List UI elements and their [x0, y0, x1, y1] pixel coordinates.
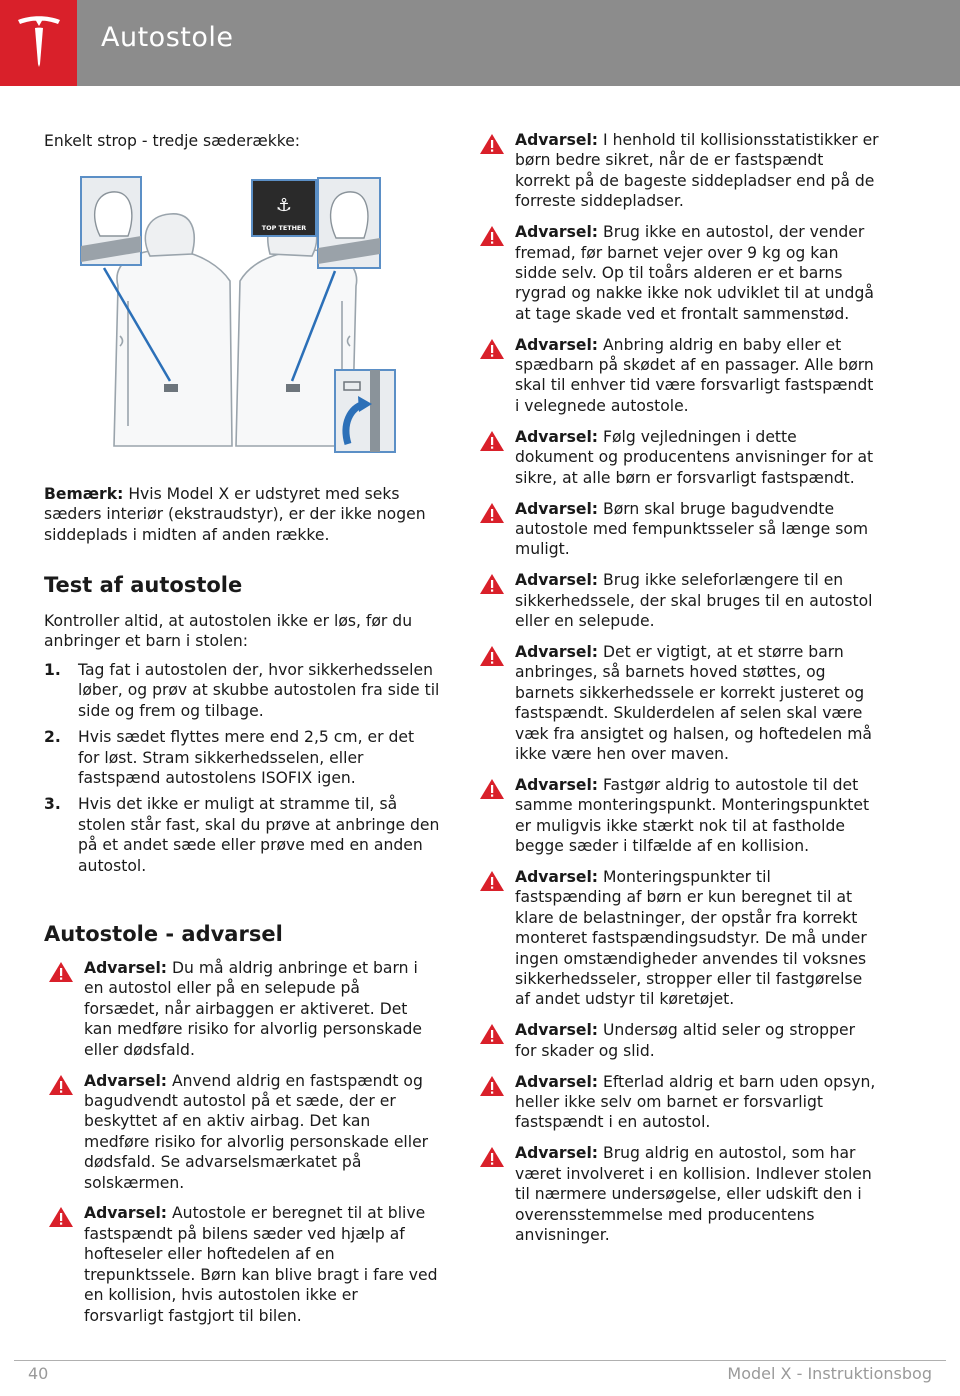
- warning-label: Advarsel:: [515, 571, 599, 590]
- note-text: Hvis Model X er udstyret med seks sæders interiør (ekstraudstyr), er der ikke nogen siddeplads i midten af anden række.: [44, 485, 426, 544]
- warning-icon: [479, 870, 505, 892]
- warning-item: [48, 958, 438, 1060]
- warning-label: Advarsel:: [515, 499, 599, 518]
- warning-text: Brug ikke en autostol, der vender fremad, før barnet vejer over 9 kg og kan sidde selv. Op til toårs alderen er et barns rygrad og nakke ikke nok udviklet til at undgå at tage skade ved et frontalt sammenstød.: [515, 223, 874, 323]
- warning-item: [479, 222, 879, 324]
- warning-icon: [479, 225, 505, 247]
- step-number: 2.: [44, 728, 61, 747]
- warning-text: Anvend aldrig en fastspændt og bagudvendt autostol på et sæde, der er beskyttet af en aktiv airbag. Det kan medføre risiko for alvorlig personskade eller dødsfald. Se advarselsmærkatet på solskærmen.: [84, 1071, 429, 1192]
- heading-test-car-seats: Test af autostole: [44, 573, 243, 597]
- warning-icon: [479, 338, 505, 360]
- seat-tether-illustration: [80, 176, 398, 454]
- warning-icon: [479, 1023, 505, 1045]
- warning-item: [48, 1203, 438, 1325]
- warning-label: Advarsel:: [84, 959, 168, 977]
- svg-text:⚓: ⚓: [275, 195, 293, 216]
- warning-text: I henhold til kollisionsstatistikker er børn bedre sikret, når de er fastspændt korrekt på de bageste siddepladser end på de forreste siddepladser.: [515, 131, 879, 211]
- step-text: Tag fat i autostolen der, hvor sikkerhedsselen løber, og prøv at skubbe autostolen fra side til side og frem og tilbage.: [78, 661, 440, 720]
- warning-text: Undersøg altid seler og stropper for skader og slid.: [515, 1021, 855, 1060]
- warning-icon: [479, 778, 505, 800]
- warning-label: Advarsel:: [515, 1021, 599, 1040]
- warning-label: Advarsel:: [84, 1204, 168, 1223]
- warning-icon: [479, 430, 505, 452]
- test-steps-list: [44, 660, 440, 882]
- warning-item: [479, 867, 879, 1010]
- warning-icon: [479, 1075, 505, 1097]
- warning-text: Følg vejledningen i dette dokument og producentens anvisninger for at sikre, at alle børn er forsvarligt fastspændt.: [515, 427, 874, 487]
- warning-item: [479, 499, 879, 560]
- warning-label: Advarsel:: [515, 775, 599, 794]
- warning-item: [479, 335, 879, 417]
- warning-icon: [48, 961, 74, 983]
- test-intro: Kontroller altid, at autostolen ikke er løs, før du anbringer et barn i stolen:: [44, 612, 413, 651]
- figure-caption: Enkelt strop - tredje sæderække:: [44, 132, 301, 150]
- warning-text: Brug ikke seleforlængere til en sikkerhedssele, der skal bruges til en autostol eller en selepude.: [515, 571, 873, 631]
- warning-text: Monteringspunkter til fastspænding af børn er kun beregnet til at klare de belastninger, der opstår fra korrekt monteret fastspændingsudstyr. De må under ingen omstændigheder anvendes til voksnes sikkerhedsseler, stropper eller til fastgørelse af andet udstyr til køretøjet.: [515, 868, 867, 1009]
- warning-label: Advarsel:: [515, 131, 599, 149]
- heading-car-seat-warnings: Autostole - advarsel: [44, 922, 283, 946]
- warning-icon: [48, 1206, 74, 1228]
- tesla-logo-icon: [14, 14, 64, 72]
- warning-icon: [479, 645, 505, 667]
- step-text: Hvis sædet flyttes mere end 2,5 cm, er det for løst. Stram sikkerhedsselen, eller fastspænd autostolens ISOFIX igen.: [78, 728, 415, 788]
- warning-item: [479, 1072, 879, 1133]
- warning-text: Børn skal bruge bagudvendte autostole med fempunktsseler så længe som muligt.: [515, 499, 869, 559]
- warning-text: Anbring aldrig en baby eller et spædbarn på skødet af en passager. Alle børn skal til enhver tid være forsvarligt fastspændt i velegnede autostole.: [515, 335, 874, 415]
- document-title: Model X - Instruktionsbog: [727, 1364, 932, 1383]
- warning-icon: [479, 502, 505, 524]
- warning-text: Autostole er beregnet til at blive fastspændt på bilens sæder ved hjælp af hofteseler eller hoftedelen af en trepunktssele. Børn kan blive bragt i fare ved en kollision, hvis autostolen ikke er forsvarligt fastgjort til bilen.: [84, 1204, 438, 1325]
- top-tether-badge-text: TOP TETHER: [261, 224, 307, 232]
- warning-label: Advarsel:: [515, 427, 599, 446]
- warning-item: [479, 775, 879, 857]
- page-title: Autostole: [101, 22, 234, 53]
- warning-item: [479, 642, 879, 764]
- warning-icon: [479, 1146, 505, 1168]
- warning-label: Advarsel:: [84, 1071, 168, 1090]
- list-item: [44, 794, 440, 876]
- tesla-logo: [0, 0, 77, 86]
- note-label: Bemærk:: [44, 485, 124, 503]
- warning-label: Advarsel:: [515, 223, 599, 242]
- warning-text: Fastgør aldrig to autostole til det samme monteringspunkt. Monteringspunktet er muligvis ikke stærkt nok til at fastholde begge sæder i tilfælde af en kollision.: [515, 775, 870, 856]
- note-paragraph: [44, 484, 436, 545]
- warning-text: Du må aldrig anbringe et barn i en autostol eller på en selepude på forsædet, når airbaggen er aktiveret. Det kan medføre risiko for alvorlig personskade eller dødsfald.: [84, 959, 423, 1059]
- page-header: [0, 0, 960, 86]
- warning-item: [479, 130, 879, 212]
- warning-item: [479, 570, 879, 631]
- warning-label: Advarsel:: [515, 868, 599, 886]
- warnings-left-list: [48, 958, 438, 1336]
- warning-text: Det er vigtigt, at et større barn anbringes, så barnets hoved støttes, og barnets sikkerhedssele er korrekt justeret og fastspændt. Skulderdelen af selen skal være væk fra ansigtet og halsen, og hoftedelen må ikke være hen over maven.: [515, 642, 872, 763]
- page-number: 40: [28, 1364, 49, 1383]
- step-number: 1.: [44, 661, 61, 679]
- warning-label: Advarsel:: [515, 1144, 599, 1163]
- warning-label: Advarsel:: [515, 335, 599, 354]
- list-item: [44, 660, 440, 721]
- warning-label: Advarsel:: [515, 642, 599, 661]
- warnings-right-list: [479, 130, 879, 1256]
- warning-item: [48, 1071, 438, 1193]
- warning-item: [479, 427, 879, 488]
- list-item: [44, 727, 440, 788]
- warning-text: Brug aldrig en autostol, som har været involveret i en kollision. Indlever stolen til nærmere undersøgelse, eller udskift den i overensstemmelse med producentens anvisninger.: [515, 1144, 872, 1244]
- warning-icon: [479, 573, 505, 595]
- warning-label: Advarsel:: [515, 1072, 599, 1091]
- warning-icon: [48, 1074, 74, 1096]
- warning-icon: [479, 133, 505, 155]
- warning-item: [479, 1143, 879, 1245]
- warning-item: [479, 1020, 879, 1061]
- warning-text: Efterlad aldrig et barn uden opsyn, heller ikke selv om barnet er forsvarligt fastspændt i en autostol.: [515, 1072, 876, 1132]
- footer-divider: [14, 1360, 946, 1361]
- step-number: 3.: [44, 795, 61, 814]
- step-text: Hvis det ikke er muligt at stramme til, så stolen står fast, skal du prøve at anbringe den på et andet sæde eller prøve med en anden autostol.: [78, 795, 440, 875]
